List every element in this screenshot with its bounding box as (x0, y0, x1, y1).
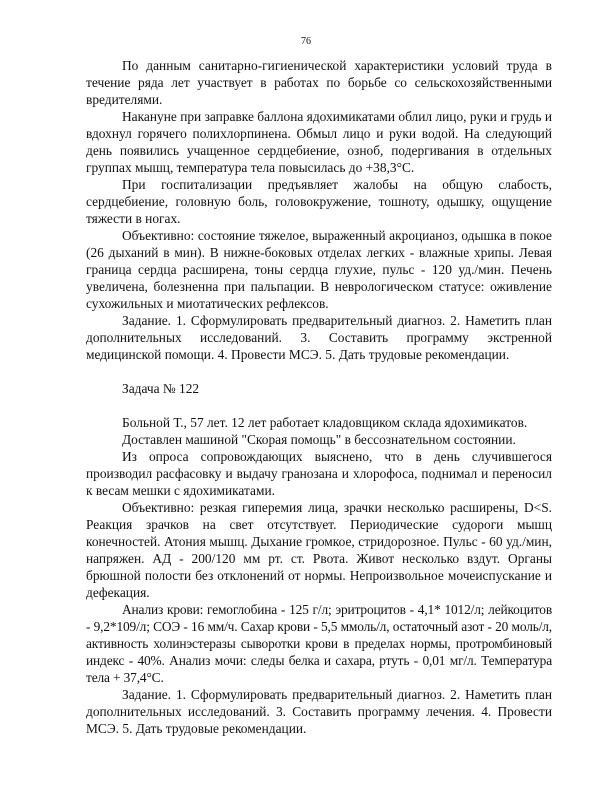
page-number: 76 (301, 36, 311, 47)
case-121-paragraph-2: Накануне при заправке баллона ядохимикатами облил лицо, руки и грудь и вдохнул горячего полихлорпинена. Обмыл лицо и руки водой. На следующий день появились учащенное сердцебиение, озноб, подергивания в отдельных группах мышц, температура тела повысилась до +38,3°С. (86, 109, 552, 175)
case-121-paragraph-3: При госпитализации предъявляет жалобы на общую слабость, сердцебиение, головную боль, головокружение, тошноту, одышку, ощущение тяжести в ногах. (86, 177, 552, 226)
case-121-task: Задание. 1. Сформулировать предварительный диагноз. 2. Наметить план дополнительных исследований. 3. Составить программу экстренной медицинской помощи. 4. Провести МСЭ. 5. Дать трудовые рекомендации. (86, 313, 552, 362)
spacer (86, 363, 552, 380)
case-122-paragraph-2: Доставлен машиной "Скорая помощь" в бессознательном состоянии. (122, 432, 516, 447)
case-122-paragraph-4: Объективно: резкая гиперемия лица, зрачки несколько расширены, D<S. Реакция зрачков на свет отсутствует. Периодические судороги мышц конечностей. Атония мышц. Дыхание громкое, стридорозное. Пульс - 60 уд./мин, напряжен. АД - 200/120 мм рт. ст. Рвота. Живот несколько вздут. Органы брюшной полости без отклонений от нормы. Непроизвольное мочеиспускание и дефекация. (86, 500, 552, 600)
case-122-paragraph-1: Больной Т., 57 лет. 12 лет работает кладовщиком склада ядохимикатов. (122, 415, 528, 430)
case-122-task: Задание. 1. Сформулировать предварительный диагноз. 2. Наметить план дополнительных исследований. 3. Составить программу лечения. 4. Провести МСЭ. 5. Дать трудовые рекомендации. (86, 687, 552, 736)
document-body (86, 57, 552, 737)
case-121-paragraph-1: По данным санитарно-гигиенической характеристики условий труда в течение ряда лет участвует в работах по борьбе со сельскохозяйственными вредителями. (86, 58, 552, 107)
case-121-paragraph-4: Объективно: состояние тяжелое, выраженный акроцианоз, одышка в покое (26 дыханий в мин). В нижне-боковых отделах легких - влажные хрипы. Левая граница сердца расширена, тоны сердца глухие, пульс - 120 уд./мин. Печень увеличена, болезненна при пальпации. В неврологическом статусе: оживление сухожильных и миотатических рефлексов. (86, 228, 552, 311)
spacer (86, 397, 552, 414)
case-122-heading: Задача № 122 (122, 381, 200, 396)
case-122-paragraph-3: Из опроса сопровождающих выяснено, что в день случившегося производил расфасовку и выдачу гранозана и хлорофоса, поднимал и переносил к весам мешки с ядохимикатами. (86, 449, 552, 498)
case-122-paragraph-5: Анализ крови: гемоглобина - 125 г/л; эритроцитов - 4,1* 1012/л; лейкоцитов - 9,2*109/л; СОЭ - 16 мм/ч. Сахар крови - 5,5 ммоль/л, остаточный азот - 20 моль/л, активность холинэстеразы сыворотки крови в пределах нормы, протромбиновый индекс - 40%. Анализ мочи: следы белка и сахара, ртуть - 0,01 мг/л. Температура тела + 37,4°С. (86, 602, 552, 685)
